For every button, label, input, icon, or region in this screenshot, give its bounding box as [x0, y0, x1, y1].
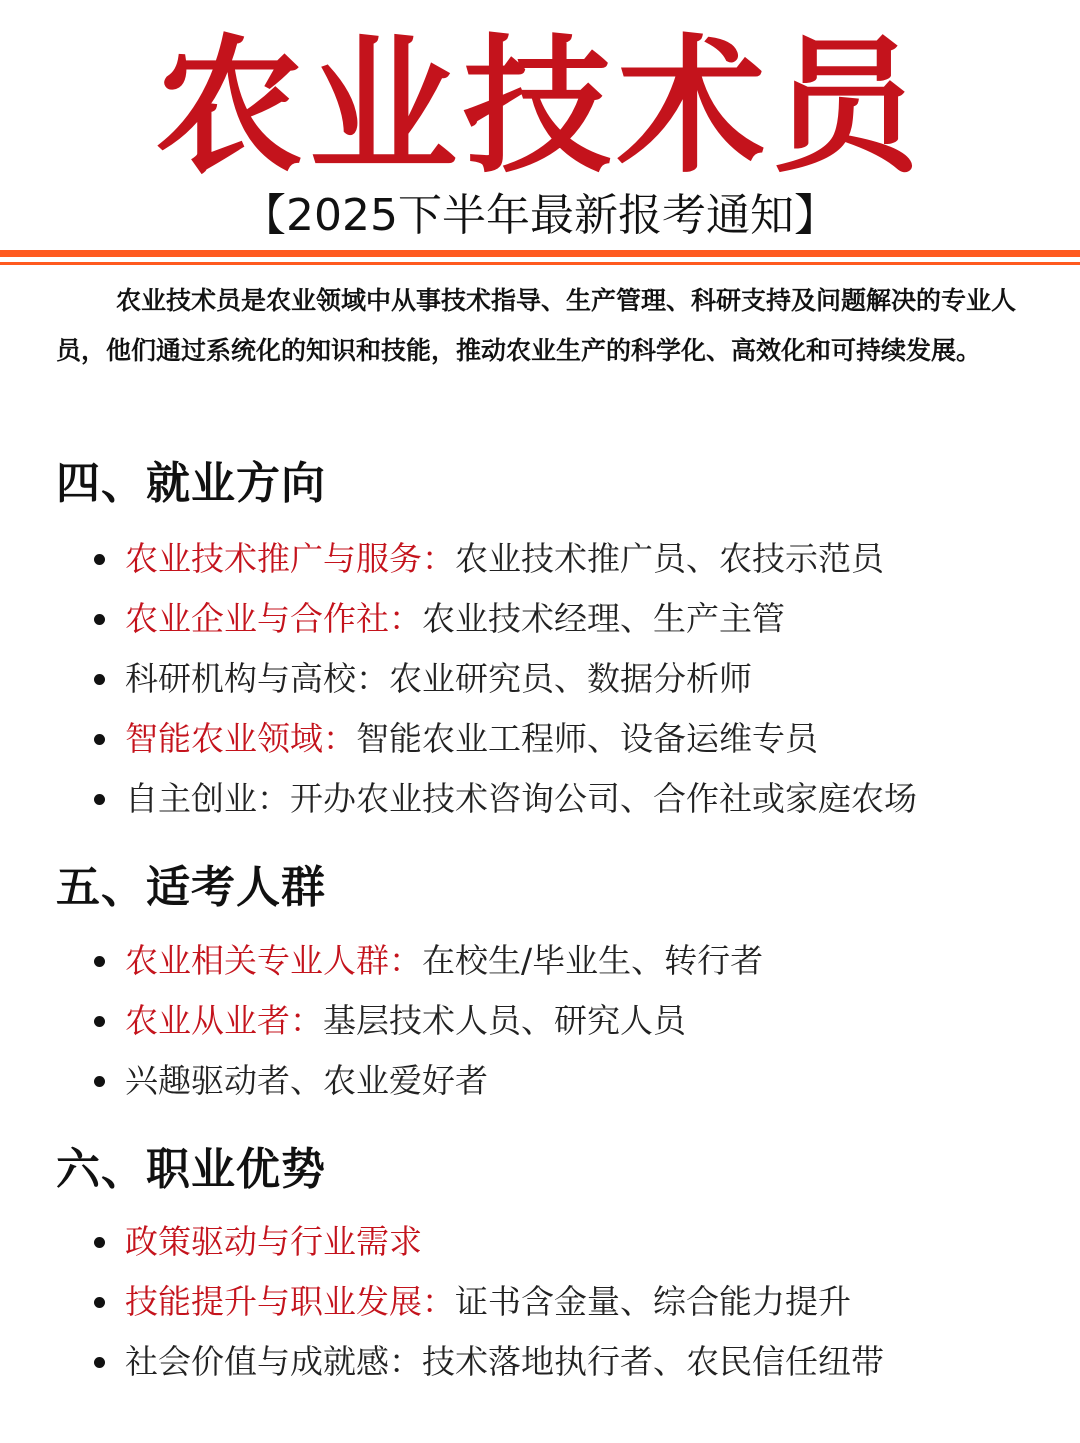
item-text: 基层技术人员、研究人员	[323, 1001, 686, 1040]
bullet-icon	[94, 794, 105, 805]
item-text: 智能农业工程师、设备运维专员	[356, 719, 818, 758]
list-item	[92, 589, 1052, 649]
section-heading-employment: 四、就业方向	[56, 458, 326, 509]
item-text: 农业技术经理、生产主管	[422, 599, 785, 638]
list-item	[92, 1332, 1052, 1392]
advantages-list	[92, 1212, 1052, 1392]
page-title: 农业技术员	[155, 21, 925, 193]
section-heading-audience: 五、适考人群	[56, 862, 326, 913]
section-heading-advantages: 六、职业优势	[56, 1144, 326, 1195]
intro-paragraph: 农业技术员是农业领域中从事技术指导、生产管理、科研支持及问题解决的专业人员，他们通过系统化的知识和技能，推动农业生产的科学化、高效化和可持续发展。	[56, 286, 1017, 365]
item-label: 农业相关专业人群：	[125, 941, 422, 980]
item-label: 技能提升与职业发展：	[125, 1282, 455, 1321]
item-text: 农业技术推广员、农技示范员	[455, 539, 884, 578]
list-item	[92, 769, 1052, 829]
item-label: 农业从业者：	[125, 1001, 323, 1040]
item-text: 社会价值与成就感：技术落地执行者、农民信任纽带	[125, 1342, 884, 1381]
item-text: 在校生/毕业生、转行者	[422, 941, 764, 980]
item-label: 农业技术推广与服务：	[125, 539, 455, 578]
bullet-icon	[94, 956, 105, 967]
bullet-icon	[94, 1297, 105, 1308]
list-item	[92, 1051, 1052, 1111]
bullet-icon	[94, 1237, 105, 1248]
bullet-icon	[94, 674, 105, 685]
divider-thin	[0, 262, 1080, 265]
item-label: 智能农业领域：	[125, 719, 356, 758]
list-item	[92, 1212, 1052, 1272]
bullet-icon	[94, 1076, 105, 1087]
list-item	[92, 1272, 1052, 1332]
list-item	[92, 931, 1052, 991]
item-label: 政策驱动与行业需求	[125, 1222, 422, 1261]
bullet-icon	[94, 614, 105, 625]
item-text: 自主创业：开办农业技术咨询公司、合作社或家庭农场	[125, 779, 917, 818]
audience-list	[92, 931, 1052, 1111]
item-text: 兴趣驱动者、农业爱好者	[125, 1061, 488, 1100]
item-label: 农业企业与合作社：	[125, 599, 422, 638]
bullet-icon	[94, 1357, 105, 1368]
divider-thick	[0, 250, 1080, 257]
list-item	[92, 991, 1052, 1051]
list-item	[92, 649, 1052, 709]
list-item	[92, 709, 1052, 769]
bullet-icon	[94, 554, 105, 565]
bullet-icon	[94, 1016, 105, 1027]
item-text: 证书含金量、综合能力提升	[455, 1282, 851, 1321]
list-item	[92, 529, 1052, 589]
bullet-icon	[94, 734, 105, 745]
page-subtitle: 【2025下半年最新报考通知】	[242, 190, 838, 241]
item-text: 科研机构与高校：农业研究员、数据分析师	[125, 659, 752, 698]
employment-list	[92, 529, 1052, 829]
